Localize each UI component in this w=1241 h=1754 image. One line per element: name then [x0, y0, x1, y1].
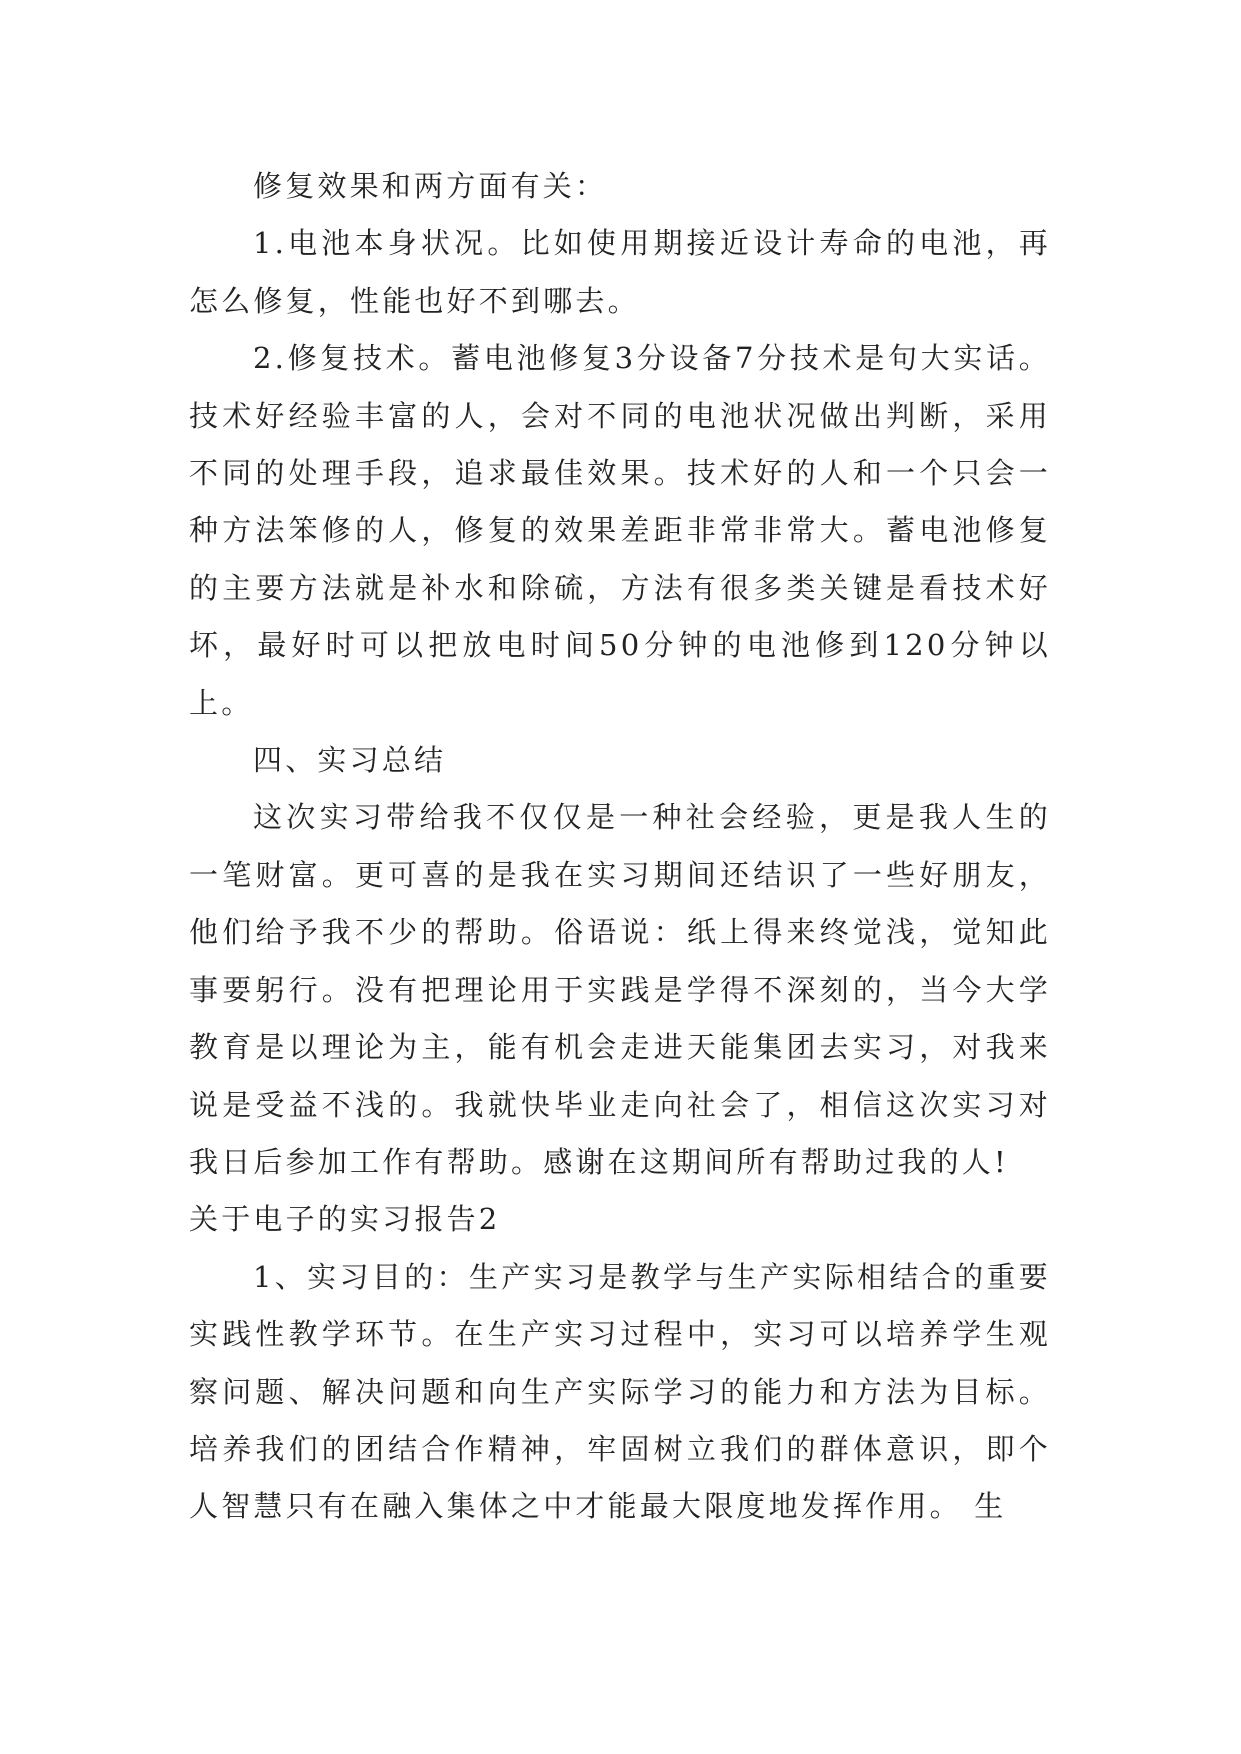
section-heading-internship-summary: 四、实习总结 — [253, 743, 447, 778]
paragraph-repair-technique: 2.修复技术。蓄电池修复3分设备7分技术是句大实话。技术好经验丰富的人，会对不同的电池状况做出判断，采用不同的处理手段，追求最佳效果。技术好的人和一个只会一种方法笨修的人，修复的效果差距非常非常大。蓄电池修复的主要方法就是补水和除硫，方法有很多类关键是看技术好坏，最好时可以把放电时间50分钟的电池修到120分钟以上。 — [189, 341, 1051, 720]
paragraph-internship-summary: 这次实习带给我不仅仅是一种社会经验，更是我人生的一笔财富。更可喜的是我在实习期间还结识了一些好朋友，他们给予我不少的帮助。俗语说：纸上得来终觉浅，觉知此事要躬行。没有把理论用于实践是学得不深刻的，当今大学教育是以理论为主，能有机会走进天能集团去实习，对我来说是受益不浅的。我就快毕业走向社会了，相信这次实习对我日后参加工作有帮助。感谢在这期间所有帮助过我的人! — [189, 800, 1051, 1179]
paragraph-internship-purpose: 1、实习目的：生产实习是教学与生产实际相结合的重要实践性教学环节。在生产实习过程中，实习可以培养学生观察问题、解决问题和向生产实际学习的能力和方法为目标。培养我们的团结合作精神，牢固树立我们的群体意识，即个人智慧只有在融入集体之中才能最大限度地发挥作用。 生 — [189, 1259, 1051, 1524]
document-body — [189, 158, 1051, 1536]
paragraph-repair-effect-intro: 修复效果和两方面有关： — [253, 169, 608, 203]
paragraph-battery-condition: 1.电池本身状况。比如使用期接近设计寿命的电池，再怎么修复，性能也好不到哪去。 — [189, 226, 1051, 318]
report-title-2: 关于电子的实习报告2 — [189, 1202, 501, 1237]
